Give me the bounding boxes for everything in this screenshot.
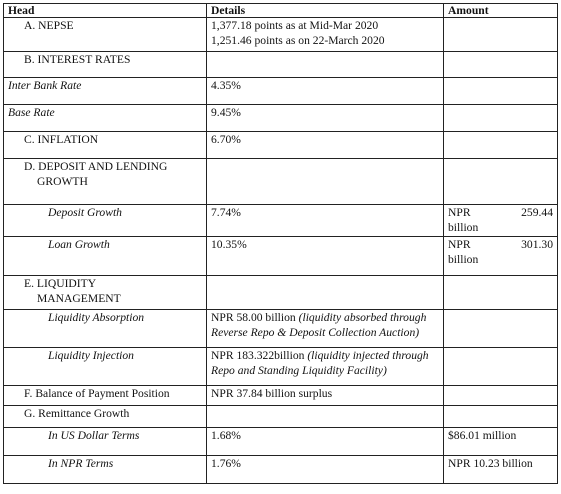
baserate-details: 9.45% xyxy=(207,105,444,132)
table-header-row xyxy=(4,4,558,18)
economic-indicators-table xyxy=(3,3,558,484)
table-row xyxy=(4,52,558,78)
interest-label: B. INTEREST RATES xyxy=(4,52,207,78)
nepse-details: 1,377.18 points as at Mid-Mar 2020 1,251.46 points as on 22-March 2020 xyxy=(207,18,444,52)
table-row xyxy=(4,132,558,159)
absorption-details: NPR 58.00 billion (liquidity absorbed through Reverse Repo & Deposit Collection Auction) xyxy=(207,310,444,348)
table-row xyxy=(4,428,558,456)
usd-details: 1.68% xyxy=(207,428,444,456)
table-row xyxy=(4,310,558,348)
table-row xyxy=(4,105,558,132)
header-amount: Amount xyxy=(444,4,558,18)
liquidity-label: E. LIQUIDITY MANAGEMENT xyxy=(4,276,207,310)
deposit-growth-label: Deposit Growth xyxy=(4,205,207,237)
table-row xyxy=(4,237,558,276)
header-details: Details xyxy=(207,4,444,18)
npr-label: In NPR Terms xyxy=(4,456,207,484)
table-row xyxy=(4,406,558,428)
usd-amount: $86.01 million xyxy=(444,428,558,456)
baserate-label: Base Rate xyxy=(4,105,207,132)
table-row xyxy=(4,78,558,105)
loan-growth-details: 10.35% xyxy=(207,237,444,276)
bop-details: NPR 37.84 billion surplus xyxy=(207,386,444,406)
table-row xyxy=(4,386,558,406)
table-row xyxy=(4,456,558,484)
table-row xyxy=(4,276,558,310)
nepse-amount xyxy=(444,18,558,52)
table-row xyxy=(4,348,558,386)
loan-growth-amount: NPR 301.30 billion xyxy=(444,237,558,276)
table-row xyxy=(4,159,558,205)
npr-amount: NPR 10.23 billion xyxy=(444,456,558,484)
deposit-lending-label: D. DEPOSIT AND LENDING GROWTH xyxy=(4,159,207,205)
header-head: Head xyxy=(4,4,207,18)
table-row xyxy=(4,205,558,237)
injection-details: NPR 183.322billion (liquidity injected through Repo and Standing Liquidity Facility) xyxy=(207,348,444,386)
deposit-growth-details: 7.74% xyxy=(207,205,444,237)
usd-label: In US Dollar Terms xyxy=(4,428,207,456)
interbank-label: Inter Bank Rate xyxy=(4,78,207,105)
injection-label: Liquidity Injection xyxy=(4,348,207,386)
bop-label: F. Balance of Payment Position xyxy=(4,386,207,406)
npr-details: 1.76% xyxy=(207,456,444,484)
interbank-details: 4.35% xyxy=(207,78,444,105)
deposit-growth-amount: NPR 259.44 billion xyxy=(444,205,558,237)
inflation-details: 6.70% xyxy=(207,132,444,159)
loan-growth-label: Loan Growth xyxy=(4,237,207,276)
table-row xyxy=(4,18,558,52)
inflation-label: C. INFLATION xyxy=(4,132,207,159)
absorption-label: Liquidity Absorption xyxy=(4,310,207,348)
nepse-label: A. NEPSE xyxy=(4,18,207,52)
remittance-label: G. Remittance Growth xyxy=(4,406,207,428)
